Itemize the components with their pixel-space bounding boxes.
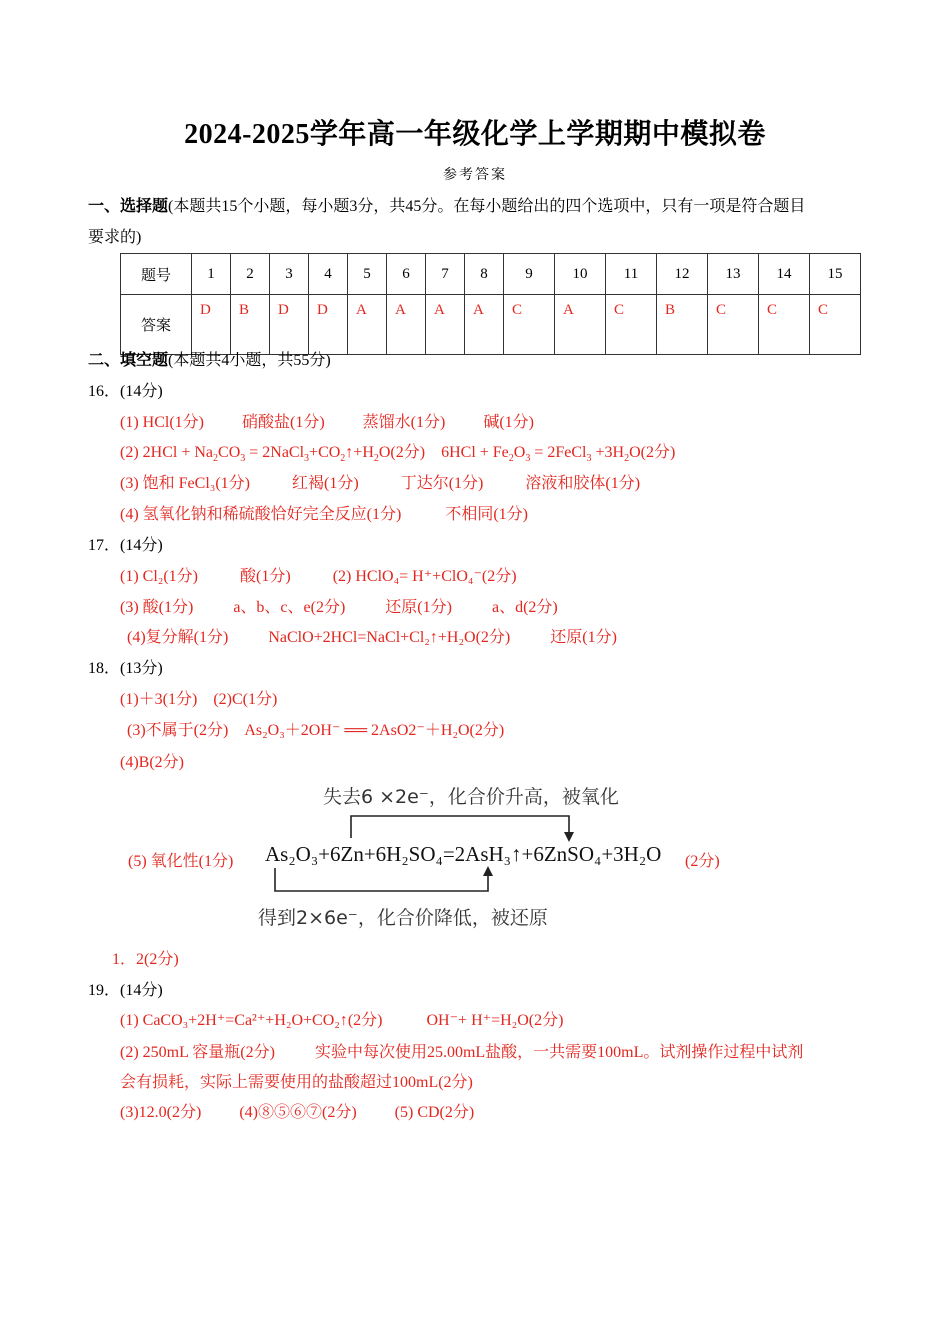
section2-header <box>88 347 331 370</box>
q17-answer: NaClO+2HCl=NaCl+Cl₂↑+H₂O(2分) <box>268 629 511 646</box>
number-cell: 5 <box>348 254 387 295</box>
answer-cell: B <box>231 295 270 355</box>
q17-answer: a、b、c、e(2分) <box>233 599 346 616</box>
redox-equation: As₂O₃+6Zn+6H₂SO₄=2AsH₃↑+6ZnSO₄+3H₂O <box>265 842 662 866</box>
number-cell: 3 <box>270 254 309 295</box>
q19-answer: (3)12.0(2分) <box>120 1104 202 1121</box>
q16-text: (2) 2HCl + Na <box>120 444 214 461</box>
q17-answer: 还原(1分) <box>550 629 617 646</box>
q19-answer: 实验中每次使用25.00mL盐酸，一共需要100mL。试剂操作过程中试剂 <box>314 1044 804 1061</box>
q19-answer: (5) CD(2分) <box>394 1104 475 1121</box>
q17-line2 <box>120 594 558 617</box>
section1-desc2: 要求的) <box>88 229 142 246</box>
answer-cell: D <box>309 295 348 355</box>
number-cell: 13 <box>708 254 759 295</box>
q16-answer: 碱(1分) <box>483 414 535 431</box>
number-cell: 15 <box>810 254 861 295</box>
electron-gain-note: 得到2×6e⁻，化合价降低，被还原 <box>258 907 548 929</box>
page-title: 2024-2025学年高一年级化学上学期期中模拟卷 <box>184 119 766 150</box>
q19-answer: (4)⑧⑤⑥⑦(2分) <box>239 1104 357 1121</box>
q16-line1 <box>120 409 534 432</box>
q16-answer: 不相同(1分) <box>445 506 528 523</box>
q17-answer: a、d(2分) <box>491 599 558 616</box>
q16-answer: 溶液和胶体(1分) <box>525 475 641 492</box>
q16-answer: 红褐(1分) <box>292 475 359 492</box>
answer-cell: C <box>504 295 555 355</box>
q19-answer: (1) CaCO₃+2H⁺=Ca²⁺+H₂O+CO₂↑(2分) <box>120 1012 383 1029</box>
section1-heading: 一、选择题 <box>88 198 169 215</box>
q16-label: 16．(14分) <box>88 383 163 400</box>
answer-cell: A <box>426 295 465 355</box>
q16-answer: (3) 饱和 FeCl₃(1分) <box>120 475 251 492</box>
answer-cell: B <box>657 295 708 355</box>
q19-line4 <box>120 1099 474 1122</box>
number-cell: 14 <box>759 254 810 295</box>
q16-text: +CO <box>309 444 341 461</box>
answer-cell: D <box>192 295 231 355</box>
q16-text: ↑+H <box>345 444 374 461</box>
q16-text: O(2分) 6HCl + Fe <box>378 444 509 461</box>
number-cell: 11 <box>606 254 657 295</box>
q16-answer: (1) HCl(1分) <box>120 414 204 431</box>
q16-text: O(2分) <box>629 444 676 461</box>
answer-cell: A <box>387 295 426 355</box>
answer-table-row-numbers <box>121 254 861 295</box>
number-cell: 1 <box>192 254 231 295</box>
answer-cell: C <box>708 295 759 355</box>
q18-line1: (1)＋3(1分) (2)C(1分) <box>120 691 278 708</box>
q19-line1 <box>120 1007 563 1030</box>
section1-header <box>88 193 805 216</box>
q16-text: = 2NaCl <box>245 444 305 461</box>
section2-desc: (本题共4小题，共55分) <box>168 352 331 369</box>
number-cell: 8 <box>465 254 504 295</box>
number-cell: 7 <box>426 254 465 295</box>
number-cell: 6 <box>387 254 426 295</box>
q17-label: 17．(14分) <box>88 537 163 554</box>
q16-line2: (2) $2HCl + Na_2CO_3$ = $2NaCl_3+CO_2↑+H_2O(2$分) $6HCl + Fe_2O_3$ = 2FeCl$_3$ $+3H_2O(2$分) <box>120 444 676 465</box>
number-cell: 12 <box>657 254 708 295</box>
q16-answer: 蒸馏水(1分) <box>362 414 446 431</box>
answer-cell: A <box>465 295 504 355</box>
section1-desc: (本题共15个小题，每小题3分，共45分。在每小题给出的四个选项中，只有一项是符合题目 <box>168 198 806 215</box>
page-subtitle: 参考答案 <box>443 168 507 183</box>
answer-cell: A <box>348 295 387 355</box>
section2-heading: 二、填空题 <box>88 352 169 369</box>
q18-line3: (4)B(2分) <box>120 754 184 771</box>
q16-line4 <box>120 501 528 524</box>
electron-loss-note: 失去6 ×2e⁻，化合价升高，被氧化 <box>323 786 619 808</box>
q17-answer: (2) HClO₄= H⁺+ClO₄⁻(2分) <box>332 568 517 585</box>
q16-text: +3H <box>591 444 625 461</box>
q16-text: O <box>513 444 526 461</box>
q18-line6: 1．2(2分) <box>112 951 179 968</box>
row-label-number: 题号 <box>121 254 192 295</box>
q16-line3 <box>120 470 640 493</box>
q16-answer: 硝酸盐(1分) <box>242 414 325 431</box>
q19-line3: 会有损耗，实际上需要使用的盐酸超过100mL(2分) <box>120 1074 473 1091</box>
q16-text: = 2FeCl <box>530 444 587 461</box>
q17-answer: (3) 酸(1分) <box>120 599 194 616</box>
number-cell: 9 <box>504 254 555 295</box>
q17-line1 <box>120 563 517 586</box>
q17-answer: (1) Cl₂(1分) <box>120 568 199 585</box>
answer-table-row-answers <box>121 295 861 355</box>
q19-answer: OH⁻+ H⁺=H₂O(2分) <box>426 1012 564 1029</box>
answer-cell: C <box>810 295 861 355</box>
q18-line5-label: (5) 氧化性(1分) <box>128 853 234 870</box>
electron-loss-bracket <box>340 808 580 843</box>
q17-answer: 还原(1分) <box>385 599 452 616</box>
q16-answer: (4) 氢氧化钠和稀硫酸恰好完全反应(1分) <box>120 506 402 523</box>
q19-line2 <box>120 1039 803 1062</box>
q18-line2: (3)不属于(2分) As₂O₃＋2OH⁻ ══ 2AsO2⁻＋H₂O(2分) <box>127 722 505 739</box>
answer-cell: C <box>606 295 657 355</box>
q17-answer: (4)复分解(1分) <box>127 629 229 646</box>
answer-cell: C <box>759 295 810 355</box>
answer-cell: A <box>555 295 606 355</box>
number-cell: 2 <box>231 254 270 295</box>
answer-table <box>120 253 861 355</box>
q17-answer: 酸(1分) <box>240 568 291 585</box>
row-label-answer: 答案 <box>121 295 192 355</box>
q16-text: CO <box>218 444 241 461</box>
q17-line3 <box>127 624 617 647</box>
q16-answer: 丁达尔(1分) <box>400 475 484 492</box>
q18-label: 18．(13分) <box>88 660 163 677</box>
electron-gain-bracket <box>265 866 505 896</box>
redox-score: (2分) <box>685 853 720 870</box>
q19-label: 19．(14分) <box>88 982 163 999</box>
number-cell: 10 <box>555 254 606 295</box>
number-cell: 4 <box>309 254 348 295</box>
answer-cell: D <box>270 295 309 355</box>
q19-answer: (2) 250mL 容量瓶(2分) <box>120 1044 275 1061</box>
